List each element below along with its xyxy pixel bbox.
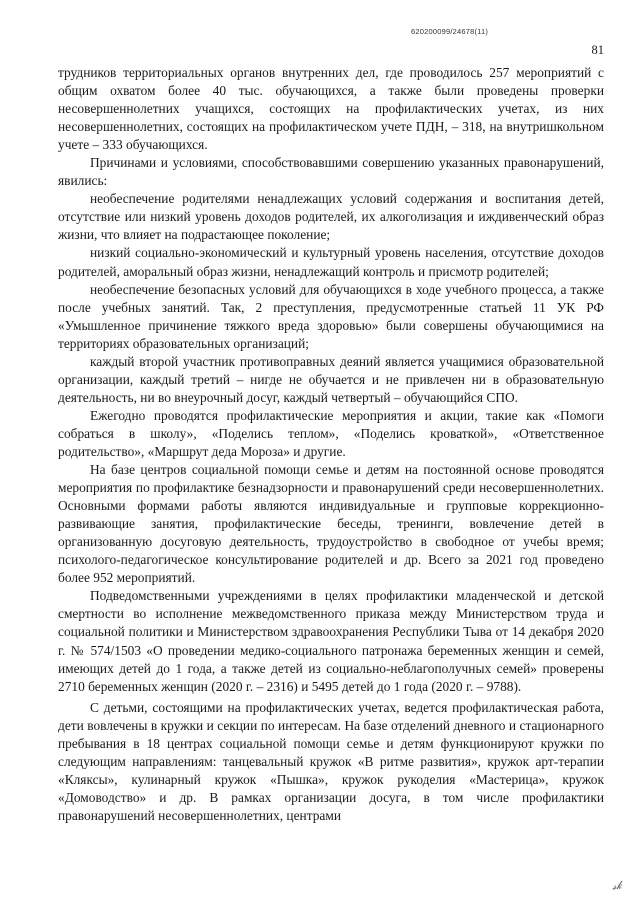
- handwritten-signature: 𝓈𝓀: [611, 878, 623, 893]
- document-body: [58, 64, 604, 825]
- paragraph-4: низкий социально-экономический и культурный уровень населения, отсутствие доходов родителей, аморальный образ жизни, ненадлежащий контроль и присмотр родителей;: [58, 245, 604, 279]
- paragraph-1: трудников территориальных органов внутренних дел, где проводилось 257 мероприятий с общим охватом более 40 тыс. обучающихся, а также были проведены проверки несовершеннолетних учащихся, состоящих на профилактических учетах, из них несовершеннолетних, состоящих на профилактическом учете ПДН, – 318, на внутришкольном учете – 333 обучающихся.: [58, 65, 604, 153]
- paragraph-9: Подведомственными учреждениями в целях профилактики младенческой и детской смертности во исполнение межведомственного приказа между Министерством труда и социальной политики и Министерством здравоохранения Республики Тыва от 14 декабря 2020 г. № 574/1503 «О проведении медико-социального патронажа беременных женщин и семей, имеющих детей до 1 года, а также детей из социально-неблагополучных семей» проверены 2710 беременных женщин (2020 г. – 2316) и 5495 детей до 1 года (2020 г. – 9788).: [58, 588, 604, 694]
- paragraph-2: Причинами и условиями, способствовавшими совершению указанных правонарушений, явились:: [58, 155, 604, 189]
- paragraph-5: необеспечение безопасных условий для обучающихся в ходе учебного процесса, а также после учебных занятий. Так, 2 преступления, предусмотренные статьей 11 УК РФ «Умышленное причинение тяжкого вреда здоровью» были совершены обучающимися на территориях образовательных организаций;: [58, 281, 604, 351]
- page-number: 81: [591, 43, 604, 57]
- paragraph-8: На базе центров социальной помощи семье и детям на постоянной основе проводятся мероприятия по профилактике безнадзорности и правонарушений среди несовершеннолетних. Основными формами работы являются индивидуальные и групповые коррекционно-развивающие занятия, профилактические беседы, тренинги, вовлечение детей в организованную досуговую деятельность, трудоустройство в свободное от учебы время; психолого-педагогическое консультирование родителей и др. Всего за 2021 год проведено более 952 мероприятий.: [58, 462, 604, 586]
- document-id: 620200099/24678(11): [411, 27, 489, 36]
- paragraph-10: С детьми, состоящими на профилактических учетах, ведется профилактическая работа, дети вовлечены в кружки и секции по интересам. На базе отделений дневного и стационарного пребывания в 18 центрах социальной помощи семье и детям функционируют кружки по следующим направлениям: танцевальный кружок «В ритме развития», кружок арт-терапии «Кляксы», кулинарный кружок «Пышка», кружок рукоделия «Мастерица», кружок «Домоводство» и др. В рамках организации досуга, в том числе профилактики правонарушений несовершеннолетних, центрами: [58, 699, 604, 823]
- paragraph-6: каждый второй участник противоправных деяний является учащимися образовательной организации, каждый третий – нигде не обучается и не привлечен ни в образовательную деятельность, ни во внеурочный досуг, каждый четвертый – обучающийся СПО.: [58, 353, 604, 405]
- paragraph-7: Ежегодно проводятся профилактические мероприятия и акции, такие как «Помоги собраться в школу», «Поделись теплом», «Поделись кроваткой», «Ответственное родительство», «Маршрут деда Мороза» и другие.: [58, 407, 604, 459]
- paragraph-3: необеспечение родителями ненадлежащих условий содержания и воспитания детей, отсутствие или низкий уровень доходов родителей, их алкоголизация и иждивенческий образ жизни, что влияет на подрастающее поколение;: [58, 191, 604, 243]
